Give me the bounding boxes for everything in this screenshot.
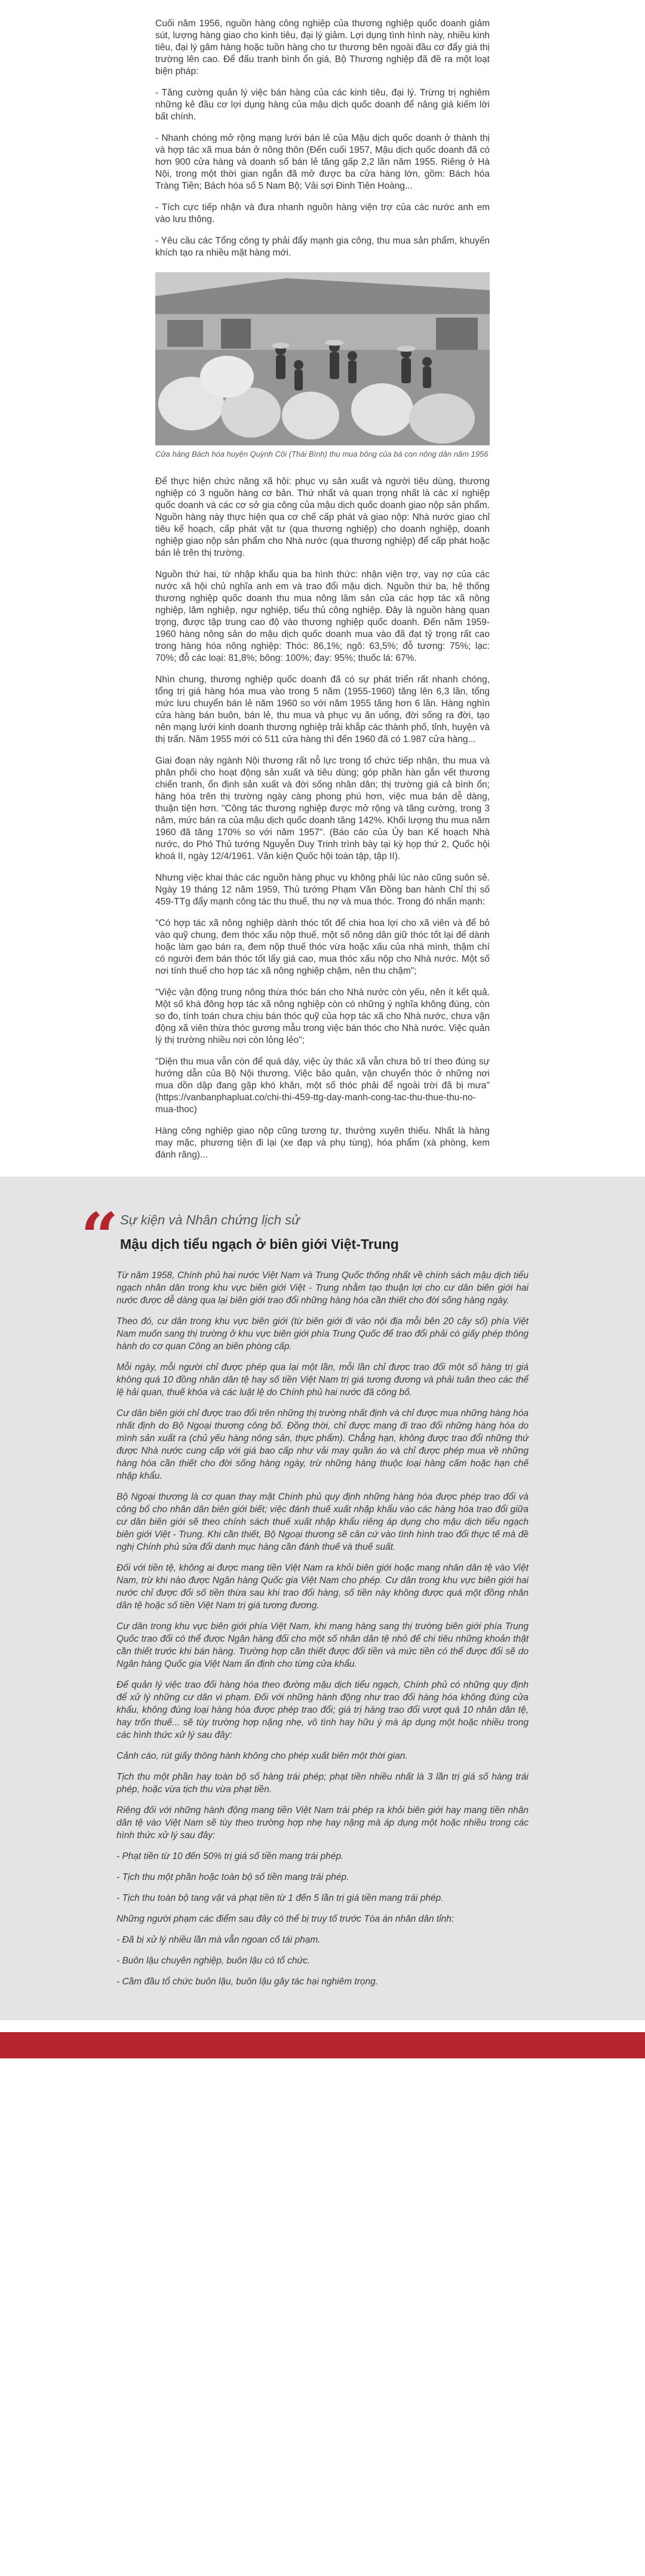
article-main [155, 476, 490, 1161]
history-paragraph: Cảnh cáo, rút giấy thông hành không cho phép xuất biên một thời gian. [116, 1751, 408, 1761]
quote-paragraph: "Diện thu mua vẫn còn để quá dày, việc ủy thác xã vẫn chưa bỏ trí theo đúng sự hướng dẫn của Bộ Nội thương. Việc bảo quản, vận chuyển thóc ở những nơi mua dồn dập đang gặp khó khăn, một số thóc phải để ngoài trời đã bị mưa" (https://vanbanphapluat.co/chi-thi-459-ttg-day-manh-cong-tac-thu-thue-thu-no-mua-thoc) [155, 1057, 490, 1115]
footer-accent-bar [0, 2032, 645, 2058]
history-paragraph: Những người phạm các điểm sau đây có thể bị truy tố trước Tòa án nhân dân tỉnh: [116, 1914, 454, 1924]
paragraph: Nguồn thứ hai, từ nhập khẩu qua ba hình thức: nhận viện trợ, vay nợ của các nước xã hội chủ nghĩa anh em và trao đổi mậu dịch. Nguồn thứ ba, hệ thống thương nghiệp quốc doanh thu mua nông lâm sản của các hợp tác xã nông nghiệp, lâm nghiệp, ngư nghiệp, tiểu thủ công nghiệp. Đây là nguồn hàng quan trọng, được tập trung cao độ vào thương nghiệp quốc doanh. Đến năm 1959-1960 hàng nông sản do mậu dịch quốc doanh mua vào đã đạt tỷ trọng rất cao trong hàng hóa nông nghiệp: Thóc: 86,1%; ngô: 63,5%; đỗ tương: 75%; lạc: 70%; đỗ các loại: 81,8%; bông: 100%; đay: 95%; thuốc lá: 67%. [155, 570, 490, 663]
history-paragraph: Cư dân biên giới chỉ được trao đổi trên những thị trường nhất định và chỉ được mua những hàng hóa nhất định do Bộ Ngoại thương công bố. Đồng thời, chỉ được mang đi trao đổi những hàng hóa do mình sản xuất ra (chủ yếu hàng nông sản, thực phẩm). Chẳng hạn, không được trao đổi những thứ được Nhà nước cung cấp với giá bao cấp như vải may quần áo và chỉ được phép mua về những hàng hóa cần thiết cho đời sống hàng ngày, trừ những hàng thuộc loại hàng cấm hoặc hạn chế nhập khẩu. [116, 1408, 529, 1481]
quote-mark-icon: “ [81, 1198, 119, 1275]
history-paragraph: Tịch thu một phần hay toàn bộ số hàng trái phép; phạt tiền nhiều nhất là 3 lần trị giá số hàng trái phép, hoặc vừa tịch thu vừa phạt tiền. [116, 1772, 529, 1795]
bullet-paragraph: - Tăng cường quản lý việc bán hàng của các kinh tiêu, đại lý. Trừng trị nghiêm những kẻ đầu cơ lợi dụng hàng của mậu dịch quốc doanh để nâng giá kiếm lời bất chính. [155, 88, 490, 122]
quote-paragraph: "Có hợp tác xã nông nghiệp dành thóc tốt để chia hoa lợi cho xã viên và để bỏ vào quỹ chung, đem thóc xấu nộp thuế, một số nông dân giữ thóc tốt lại để dành hoặc làm gạo bán ra, đem nộp thuế thóc vừa hoặc xấu của nhà mình, thậm chí có người đem bán thóc tốt lấy giá cao, mua thóc xấu nộp cho Nhà nước. Một số nơi tính thuế cho hợp tác xã nông nghiệp chậm, nên thu chậm"; [155, 918, 490, 976]
section-label: Sự kiện và Nhân chứng lịch sử [120, 1212, 300, 1227]
photo-figure [155, 272, 490, 459]
history-list-item: - Tịch thu một phần hoặc toàn bộ số tiền mang trái phép. [116, 1872, 349, 1882]
history-header [81, 1198, 529, 1275]
photo-illustration [155, 272, 490, 445]
history-paragraph: Bộ Ngoại thương là cơ quan thay mặt Chính phủ quy định những hàng hóa được phép trao đổi và công bố cho nhân dân biên giới biết; việc đánh thuế xuất nhập khẩu vào các hàng hóa trao đổi giữa cư dân biên giới sẽ theo chính sách thuế xuất nhập khẩu riêng áp dụng cho mậu dịch tiểu ngạch biên giới Việt - Trung. Khi cần thiết, Bộ Ngoại thương sẽ cân cứ vào tình hình trao đổi thực tế mà đề nghị Chính phủ sửa đổi danh mục hàng cần đánh thuế và thuế suất. [116, 1492, 529, 1552]
paragraph: Hàng công nghiệp giao nộp cũng tương tự, thường xuyên thiếu. Nhất là hàng may mặc, phương tiện đi lại (xe đạp và phụ tùng), hóa phẩm (xà phòng, kem đánh răng)... [155, 1126, 490, 1160]
history-list-item: - Đã bị xử lý nhiều lần mà vẫn ngoan cố tái phạm. [116, 1935, 321, 1945]
paragraph: Giai đoạn này ngành Nội thương rất nỗ lực trong tổ chức tiếp nhận, thu mua và phân phối cho hoạt động sản xuất và tiêu dùng; góp phần hàn gắn vết thương chiến tranh, ổn định sản xuất và đời sống nhân dân; thị trường giá cả bình ổn; hàng hóa trên thị trường ngày càng phong phú hơn, việc mua bán dễ dàng, thuận tiện hơn. "Công tác thương nghiệp được mở rộng và tăng cường, trong 3 năm, mức bán ra của mậu dịch quốc doanh tăng 142%. Khối lượng thu mua năm 1960 đã tăng 170% so với năm 1957". (Báo cáo của Ủy ban Kế hoạch Nhà nước, do Phó Thủ tướng Nguyễn Duy Trinh trình bày tại kỳ họp thứ 2, Quốc hội khoá II, ngày 12/4/1961. Văn kiện Quốc hội toàn tập, tập II). [155, 756, 490, 861]
history-sidebar-section [0, 1177, 645, 2020]
bullet-paragraph: - Yêu cầu các Tổng công ty phải đẩy mạnh gia công, thu mua sản phẩm, khuyến khích tạo ra nhiều mặt hàng mới. [155, 236, 490, 258]
history-list-item: - Tịch thu toàn bộ tang vật và phạt tiền từ 1 đến 5 lần trị giá tiền mang trái phép. [116, 1893, 444, 1903]
paragraph: Nhưng việc khai thác các nguồn hàng phục vụ không phải lúc nào cũng suôn sẻ. Ngày 19 tháng 12 năm 1959, Thủ tướng Phạm Văn Đồng ban hành Chỉ thị số 459-TTg đẩy mạnh công tác thu thuế, thu nợ và mua thóc. Trong đó nhấn mạnh: [155, 873, 490, 907]
history-inner [81, 1198, 529, 1988]
history-body [116, 1269, 529, 1988]
history-paragraph: Cư dân trong khu vực biên giới phía Việt Nam, khi mang hàng sang thị trường biên giới phía Trung Quốc trao đổi có thể được Ngân hàng đổi cho một số nhân dân tệ nhỏ để chi tiêu những khoản thật cần thiết trước khi bán hàng. Trường hợp cần thiết được đổi tiền và mức tiền có thể được đổi sẽ do Ngân hàng Quốc gia Việt Nam ấn định cho từng cửa khẩu. [116, 1621, 529, 1669]
history-paragraph: Riêng đối với những hành động mang tiền Việt Nam trái phép ra khỏi biên giới hay mang tiền nhân dân tệ vào Việt Nam sẽ tùy theo trường hợp nhẹ hay nặng mà áp dụng một hoặc nhiều trong các hình thức xử lý sau đây: [116, 1805, 529, 1841]
bullet-paragraph: - Tích cực tiếp nhận và đưa nhanh nguồn hàng viện trợ của các nước anh em vào lưu thông. [155, 202, 490, 224]
paragraph: Cuối năm 1956, nguồn hàng công nghiệp của thương nghiệp quốc doanh giảm sút, lượng hàng giao cho kinh tiêu, đại lý giảm. Lợi dụng tình hình này, nhiều kinh tiêu, đại lý gâm hàng hoặc tuồn hàng cho tư thương bên ngoài đầu cơ đẩy giá thị trường lên cao. Để đấu tranh bình ổn giá, Bộ Thương nghiệp đã đề ra một loạt biện pháp: [155, 19, 490, 76]
history-paragraph: Từ năm 1958, Chính phủ hai nước Việt Nam và Trung Quốc thống nhất về chính sách mậu dịch tiểu ngạch nhân dân trong khu vực biên giới Việt - Trung nhằm tạo thuận lợi cho cư dân biên giới hai nước được dễ dàng qua lại biên giới trao đổi những hàng hóa cần thiết cho đời sống hàng ngày. [116, 1270, 529, 1306]
paragraph: Để thực hiện chức năng xã hội: phục vụ sản xuất và người tiêu dùng, thương nghiệp có 3 nguồn hàng cơ bản. Thứ nhất và quan trọng nhất là các xí nghiệp quốc doanh và các cơ sở gia công của mậu dịch quốc doanh giao nộp sản phẩm. Nguồn hàng này thực hiện qua cơ chế cấp phát và giao nộp: Nhà nước giao chỉ tiêu kế hoạch, cấp phát vật tư (qua thương nghiệp) cho doanh nghiệp, doanh nghiệp giao nộp sản phẩm cho Nhà nước (qua thương nghiệp) để cấp phát hoặc bán lẻ trên thị trường. [155, 476, 490, 558]
historical-photo [155, 272, 490, 445]
bullet-paragraph: - Nhanh chóng mở rộng mạng lưới bán lẻ của Mậu dịch quốc doanh ở thành thị và hợp tác xã mua bán ở nông thôn (Đến cuối 1957, Mậu dịch quốc doanh đã có hơn 900 cửa hàng và doanh số bán lẻ tăng gấp 2,2 lần năm 1955. Riêng ở Hà Nội, trong một thời gian ngắn đã mở được ba cửa hàng lớn, gồm: Bách hóa Tràng Tiền; Bách hóa số 5 Nam Bộ; Vải sợi Đinh Tiên Hoàng... [155, 133, 490, 191]
section-title: Mậu dịch tiểu ngạch ở biên giới Việt-Trung [120, 1236, 399, 1252]
history-list-item: - Phạt tiền từ 10 đến 50% trị giá số tiền mang trái phép. [116, 1851, 344, 1861]
quote-paragraph: "Việc vận động trung nông thừa thóc bán cho Nhà nước còn yếu, nên ít kết quả. Một số khá đông hợp tác xã nông nghiệp còn có những ý nghĩa không đúng, còn so đo, tính toán chưa chịu bán thóc quỹ của hợp tác xã cho Nhà nước, chưa vận động xã viên thừa thóc gương mẫu trong việc bán thóc cho Nhà nước. Việc quản lý thị trường nhiều nơi còn lỏng lẻo"; [155, 987, 490, 1045]
history-list-item: - Cầm đầu tổ chức buôn lậu, buôn lậu gây tác hại nghiêm trọng. [116, 1977, 379, 1987]
photo-caption: Cửa hàng Bách hóa huyện Quỳnh Côi (Thái Bình) thu mua bông của bà con nông dân năm 1956 [155, 450, 489, 458]
history-list-item: - Buôn lậu chuyên nghiệp, buôn lậu có tổ chức. [116, 1956, 311, 1966]
history-paragraph: Theo đó, cư dân trong khu vực biên giới (từ biên giới đi vào nội địa mỗi bên 20 cây số) phía Việt Nam muốn sang thị trường ở khu vực biên giới phía Trung Quốc để trao đổi phải có giấy phép thông hành do cơ quan Công an biên phòng cấp. [116, 1316, 529, 1352]
article-intro [155, 18, 490, 259]
history-paragraph: Để quản lý việc trao đổi hàng hóa theo đường mậu dịch tiểu ngạch, Chính phủ có những quy định để xử lý những cư dân vi phạm. Đối với những hành động như trao đổi hàng hóa không đúng cửa khẩu, không đúng loại hàng hóa được phép trao đổi; giá trị hàng trao đổi vượt quá 10 nhân dân tệ, hay trốn thuế... sẽ tùy trường hợp nặng nhẹ, vô tình hay hữu ý mà áp dụng một hoặc nhiều trong các hình thức xử lý sau đây: [116, 1680, 529, 1740]
paragraph: Nhìn chung, thương nghiệp quốc doanh đã có sự phát triển rất nhanh chóng, tổng trị giá hàng hóa mua vào trong 5 năm (1955-1960) tăng lên 6,3 lần, tổng mức lưu chuyển bán lẻ năm 1960 so với năm 1955 tăng hơn 6 lần. Hàng nghìn cửa hàng bán buôn, bán lẻ, thu mua và phục vụ ăn uống, đời sống ra đời, tạo nên mạng lưới kinh doanh thương nghiệp trải khắp các thành phố, tỉnh, huyện và thị trấn. Năm 1955 mới có 511 cửa hàng thì đến 1960 đã có 1.987 cửa hàng... [155, 675, 490, 744]
history-paragraph: Đối với tiền tệ, không ai được mang tiền Việt Nam ra khỏi biên giới hoặc mang nhân dân tệ vào Việt Nam, trừ khi nào được Ngân hàng Quốc gia Việt Nam cho phép. Cư dân trong khu vực biên giới hai nước chỉ được đổi số tiền thừa sau khi trao đổi hàng, số tiền này không được quá một đồng nhân dân tệ hoặc số tiền Việt Nam trị giá tương đương. [116, 1563, 529, 1611]
article-body [155, 0, 490, 1161]
history-paragraph: Mỗi ngày, mỗi người chỉ được phép qua lại một lần, mỗi lần chỉ được trao đổi một số hàng trị giá không quá 10 đồng nhân dân tệ hay số tiền Việt Nam trị giá tương đương và phải tuân theo các thể lệ hải quan, thuế khóa và các luật lệ do Chính phủ hai nước đã công bố. [116, 1362, 529, 1398]
